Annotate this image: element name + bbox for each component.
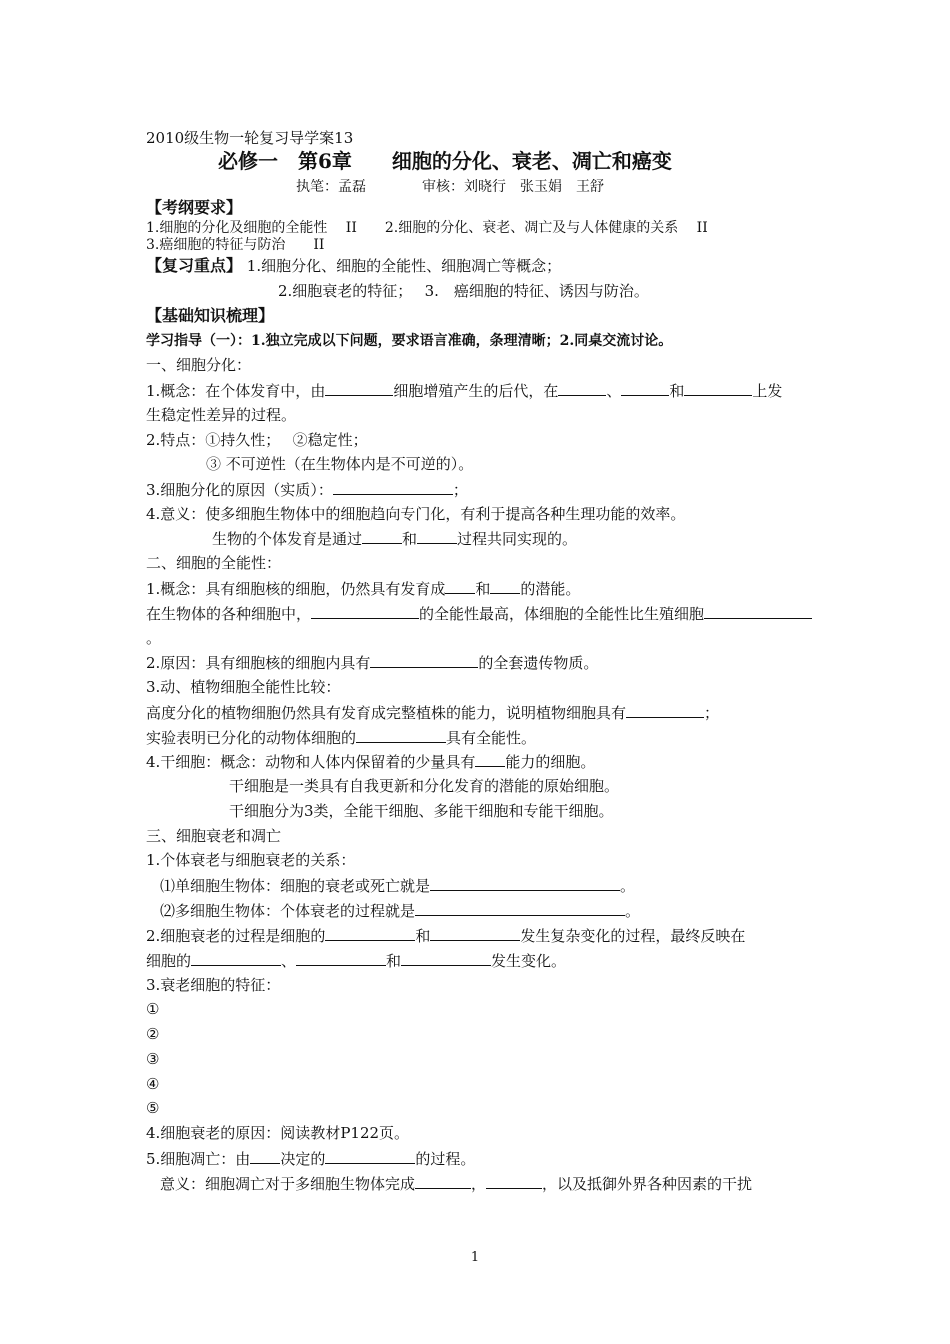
blank[interactable] bbox=[401, 950, 491, 966]
section-3-title: 三、细胞衰老和凋亡 bbox=[146, 827, 282, 845]
blank[interactable] bbox=[333, 479, 453, 495]
s1-line-7 bbox=[212, 528, 577, 549]
s1-line-6: 4.意义：使多细胞生物体中的细胞趋向专门化，有利于提高各种生理功能的效率。 bbox=[146, 505, 686, 523]
blank[interactable] bbox=[250, 1148, 280, 1164]
text: 4.干细胞：概念：动物和人体内保留着的少量具有 bbox=[146, 753, 476, 771]
feature-1: ① bbox=[146, 1000, 160, 1018]
text: ； bbox=[704, 704, 720, 722]
blank[interactable] bbox=[311, 603, 419, 619]
feature-4: ④ bbox=[146, 1075, 160, 1093]
page-title: 必修一 第6章 细胞的分化、衰老、凋亡和癌变 bbox=[218, 149, 672, 173]
text: 高度分化的植物细胞仍然具有发育成完整植株的能力，说明植物细胞具有 bbox=[146, 704, 627, 722]
blank[interactable] bbox=[445, 578, 475, 594]
blank[interactable] bbox=[415, 1173, 471, 1189]
jichu-heading: 【基础知识梳理】 bbox=[146, 306, 275, 325]
text: 细胞增殖产生的后代，在 bbox=[393, 382, 559, 400]
text: 。 bbox=[620, 877, 636, 895]
blank[interactable] bbox=[621, 380, 669, 396]
blank[interactable] bbox=[684, 380, 752, 396]
blank[interactable] bbox=[626, 702, 704, 718]
text: 的全能性最高，体细胞的全能性比生殖细胞 bbox=[419, 605, 705, 623]
text: 和 bbox=[475, 580, 491, 598]
blank[interactable] bbox=[704, 603, 812, 619]
course-title: 2010级生物一轮复习导学案13 bbox=[146, 129, 354, 147]
blank[interactable] bbox=[362, 528, 402, 544]
text: 过程共同实现的。 bbox=[457, 530, 578, 548]
zhongdian-line-1 bbox=[146, 256, 561, 276]
text: 细胞的 bbox=[146, 952, 192, 970]
kaogang-heading: 【考纲要求】 bbox=[146, 198, 243, 217]
text: 。 bbox=[625, 902, 641, 920]
study-guide: 学习指导（一）：1.独立完成以下问题，要求语言准确，条理清晰；2.同桌交流讨论。 bbox=[146, 333, 673, 349]
feature-3: ③ bbox=[146, 1050, 160, 1068]
text: 2.原因：具有细胞核的细胞内具有 bbox=[146, 654, 371, 672]
text: 5.细胞凋亡：由 bbox=[146, 1150, 251, 1168]
zhongdian-line-2: 2.细胞衰老的特征； 3. 癌细胞的特征、诱因与防治。 bbox=[278, 282, 649, 300]
kaogang-line-1: 1.细胞的分化及细胞的全能性 II 2.细胞的分化、衰老、凋亡及与人体健康的关系 II bbox=[146, 220, 708, 236]
section-1-title: 一、细胞分化： bbox=[146, 356, 252, 374]
text: 意义：细胞凋亡对于多细胞生物体完成 bbox=[160, 1175, 416, 1193]
s3-line-1: 1.个体衰老与细胞衰老的关系： bbox=[146, 851, 356, 869]
text: 1.概念：在个体发育中，由 bbox=[146, 382, 326, 400]
s1-line-5 bbox=[146, 479, 468, 500]
s2-line-4 bbox=[146, 652, 598, 673]
text: ⑴单细胞生物体：细胞的衰老或死亡就是 bbox=[160, 877, 431, 895]
text: 发生复杂变化的过程，最终反映在 bbox=[520, 927, 746, 945]
blank[interactable] bbox=[325, 380, 393, 396]
s2-line-8 bbox=[146, 751, 595, 772]
blank[interactable] bbox=[370, 652, 478, 668]
s2-line-1 bbox=[146, 578, 580, 599]
blank[interactable] bbox=[490, 578, 520, 594]
text: ⑵多细胞生物体：个体衰老的过程就是 bbox=[160, 902, 416, 920]
blank[interactable] bbox=[325, 1148, 415, 1164]
s3-line-5 bbox=[146, 950, 566, 971]
blank[interactable] bbox=[430, 875, 620, 891]
text: 和 bbox=[386, 952, 402, 970]
text: 决定的 bbox=[280, 1150, 326, 1168]
s2-line-10: 干细胞分为3类，全能干细胞、多能干细胞和专能干细胞。 bbox=[229, 802, 614, 820]
s1-line-1 bbox=[146, 380, 782, 401]
s3-line-7: 4.细胞衰老的原因：阅读教材P122页。 bbox=[146, 1124, 410, 1142]
s3-line-4 bbox=[146, 925, 745, 946]
s2-line-3: 。 bbox=[146, 629, 162, 647]
text: 和 bbox=[669, 382, 685, 400]
s2-line-5: 3.动、植物细胞全能性比较： bbox=[146, 678, 341, 696]
text: 3.细胞分化的原因（实质）： bbox=[146, 481, 333, 499]
s1-line-3: 2.特点：①持久性； ②稳定性； bbox=[146, 431, 368, 449]
blank[interactable] bbox=[296, 950, 386, 966]
blank[interactable] bbox=[325, 925, 415, 941]
feature-5: ⑤ bbox=[146, 1099, 160, 1117]
text: 2.细胞衰老的过程是细胞的 bbox=[146, 927, 326, 945]
feature-2: ② bbox=[146, 1025, 160, 1043]
s3-line-6: 3.衰老细胞的特征： bbox=[146, 976, 281, 994]
page-number: 1 bbox=[470, 1250, 480, 1265]
text: 在生物体的各种细胞中， bbox=[146, 605, 312, 623]
text: 的全套遗传物质。 bbox=[478, 654, 599, 672]
text: 生物的个体发育是通过 bbox=[212, 530, 363, 548]
s2-line-6 bbox=[146, 702, 719, 723]
s1-line-4: ③ 不可逆性（在生物体内是不可逆的）。 bbox=[206, 455, 474, 473]
blank[interactable] bbox=[417, 528, 457, 544]
text: 和 bbox=[415, 927, 431, 945]
text: ，以及抵御外界各种因素的干扰 bbox=[542, 1175, 753, 1193]
zhongdian-heading: 【复习重点】 bbox=[146, 256, 243, 275]
s3-line-2 bbox=[160, 875, 635, 896]
s3-line-8 bbox=[146, 1148, 475, 1169]
s1-line-2: 生稳定性差异的过程。 bbox=[146, 406, 297, 424]
text: 、 bbox=[606, 382, 622, 400]
zhongdian-text-1: 1.细胞分化、细胞的全能性、细胞凋亡等概念； bbox=[246, 257, 562, 275]
text: 能力的细胞。 bbox=[505, 753, 596, 771]
s2-line-7 bbox=[146, 727, 536, 748]
text: 、 bbox=[281, 952, 297, 970]
blank[interactable] bbox=[486, 1173, 542, 1189]
blank[interactable] bbox=[558, 380, 606, 396]
text: 的过程。 bbox=[415, 1150, 476, 1168]
text: ， bbox=[471, 1175, 487, 1193]
text: 的潜能。 bbox=[520, 580, 581, 598]
text: 1.概念：具有细胞核的细胞，仍然具有发育成 bbox=[146, 580, 446, 598]
blank[interactable] bbox=[356, 727, 446, 743]
text: ； bbox=[452, 481, 468, 499]
s3-line-3 bbox=[160, 900, 640, 921]
authors-line: 执笔：孟磊 审核：刘晓行 张玉娟 王舒 bbox=[296, 179, 604, 195]
text: 和 bbox=[402, 530, 418, 548]
s3-line-9 bbox=[160, 1173, 752, 1194]
text: 上发 bbox=[752, 382, 783, 400]
text: 发生变化。 bbox=[491, 952, 567, 970]
blank[interactable] bbox=[430, 925, 520, 941]
kaogang-line-2: 3.癌细胞的特征与防治 II bbox=[146, 237, 325, 253]
blank[interactable] bbox=[475, 751, 505, 767]
text: 具有全能性。 bbox=[446, 729, 537, 747]
section-2-title: 二、细胞的全能性： bbox=[146, 554, 282, 572]
text: 实验表明已分化的动物体细胞的 bbox=[146, 729, 357, 747]
blank[interactable] bbox=[191, 950, 281, 966]
blank[interactable] bbox=[415, 900, 625, 916]
s2-line-9: 干细胞是一类具有自我更新和分化发育的潜能的原始细胞。 bbox=[229, 777, 620, 795]
s2-line-2 bbox=[146, 603, 812, 624]
